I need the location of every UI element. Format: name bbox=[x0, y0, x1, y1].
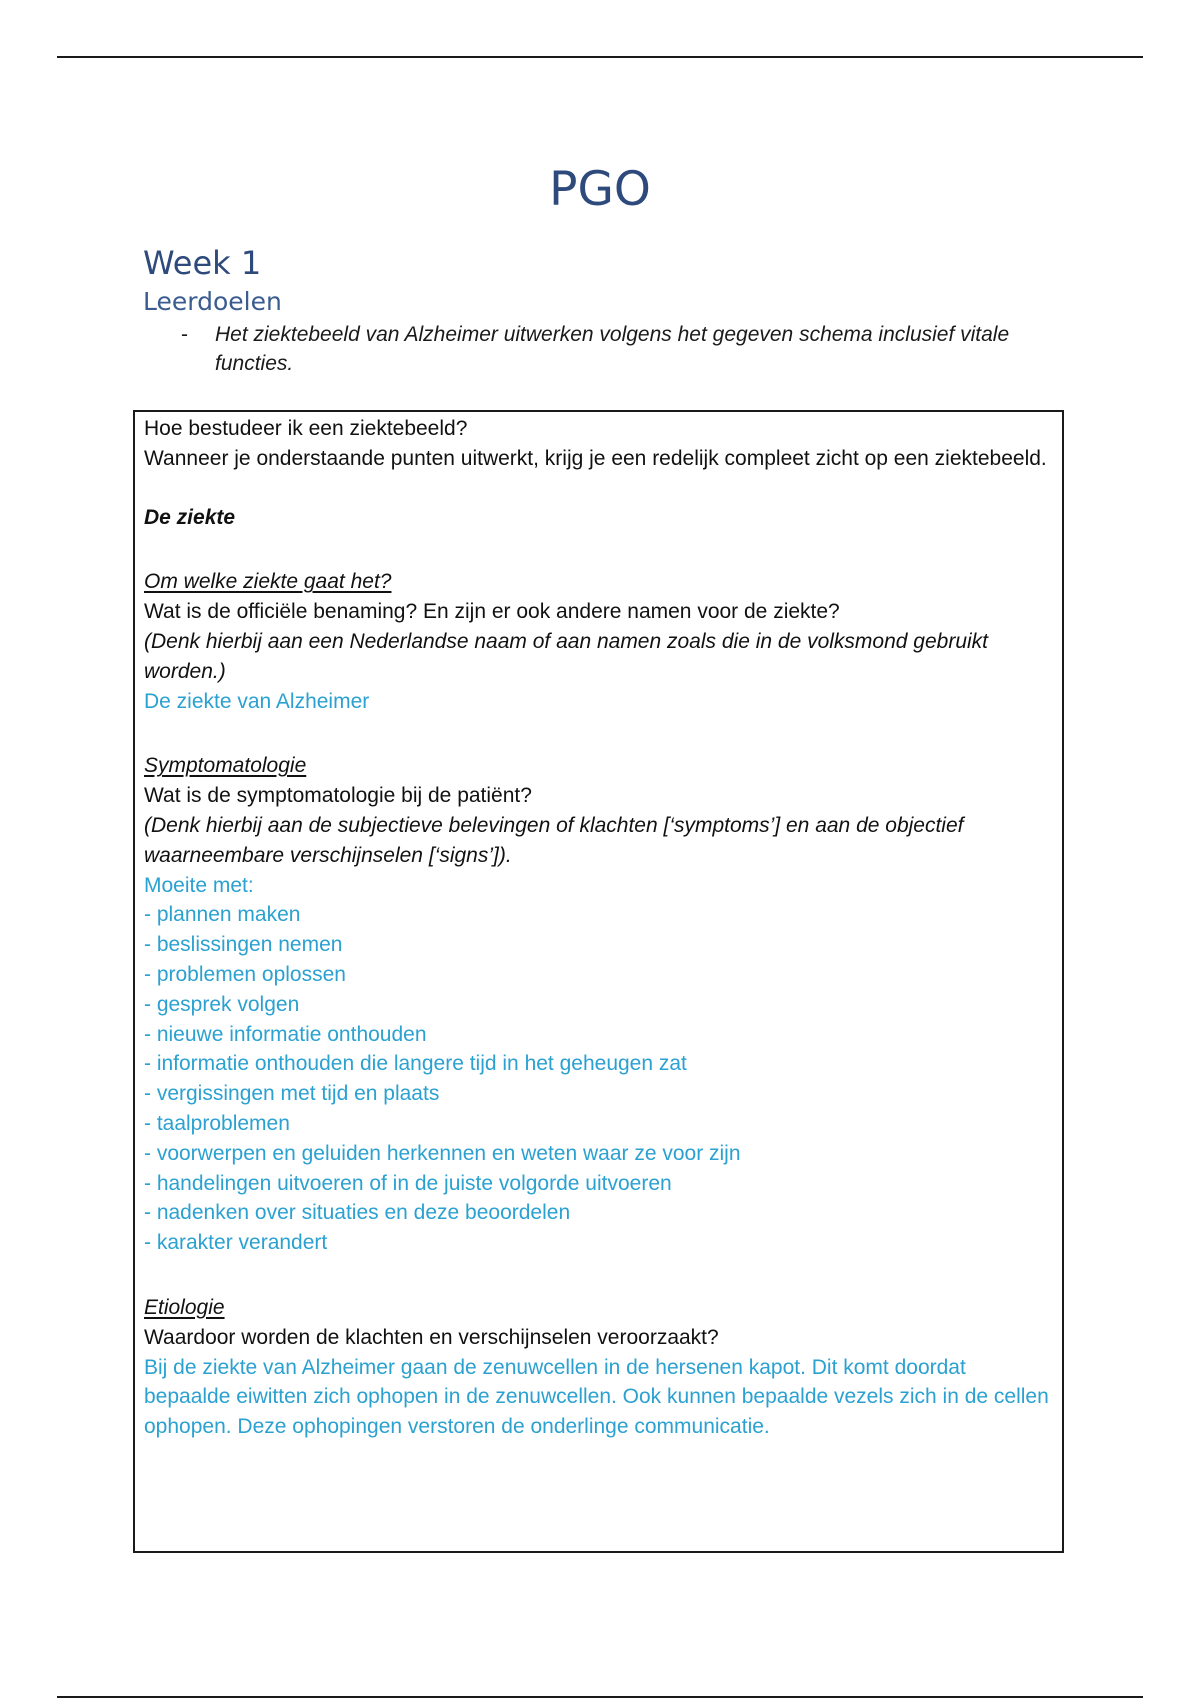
week-heading: Week 1 bbox=[143, 244, 262, 282]
symptoms-list bbox=[144, 900, 1049, 1258]
symptom-item: - karakter verandert bbox=[144, 1231, 328, 1255]
etiology-question: Waardoor worden de klachten en verschijnselen veroorzaakt? bbox=[144, 1325, 719, 1349]
disease-question: Wat is de officiële benaming? En zijn er ook andere namen voor de ziekte? bbox=[144, 600, 840, 624]
learning-goals-heading: Leerdoelen bbox=[143, 287, 282, 316]
symptoms-heading: Symptomatologie bbox=[144, 754, 307, 778]
learning-goal-item bbox=[178, 320, 1058, 378]
learning-goals-list bbox=[178, 320, 1058, 378]
bullet-dash: - bbox=[181, 323, 188, 346]
disease-answer: De ziekte van Alzheimer bbox=[144, 689, 370, 713]
bottom-rule bbox=[57, 1696, 1143, 1698]
study-guide-box bbox=[133, 410, 1064, 1553]
section-title: De ziekte bbox=[144, 505, 236, 529]
symptom-item: - plannen maken bbox=[144, 903, 301, 927]
intro-text: Wanneer je onderstaande punten uitwerkt, krijg je een redelijk compleet zicht op een ziektebeeld. bbox=[144, 446, 1047, 470]
disease-heading: Om welke ziekte gaat het? bbox=[144, 570, 392, 594]
symptom-item: - nieuwe informatie onthouden bbox=[144, 1022, 427, 1046]
symptom-item: - informatie onthouden die langere tijd in het geheugen zat bbox=[144, 1052, 687, 1076]
symptoms-question: Wat is de symptomatologie bij de patiënt? bbox=[144, 784, 532, 808]
symptom-item: - voorwerpen en geluiden herkennen en weten waar ze voor zijn bbox=[144, 1141, 741, 1165]
etiology-heading: Etiologie bbox=[144, 1295, 225, 1319]
intro-question: Hoe bestudeer ik een ziektebeeld? bbox=[144, 417, 468, 440]
study-guide-content bbox=[144, 414, 1049, 1442]
symptom-item: - gesprek volgen bbox=[144, 992, 300, 1016]
symptom-item: - beslissingen nemen bbox=[144, 933, 343, 957]
symptom-item: - handelingen uitvoeren of in de juiste volgorde uitvoeren bbox=[144, 1171, 672, 1195]
symptom-item: - nadenken over situaties en deze beoordelen bbox=[144, 1201, 571, 1225]
top-rule bbox=[57, 56, 1143, 58]
document-title: PGO bbox=[549, 162, 651, 217]
learning-goal-text: Het ziektebeeld van Alzheimer uitwerken volgens het gegeven schema inclusief vitale functies. bbox=[215, 323, 1010, 375]
symptom-item: - vergissingen met tijd en plaats bbox=[144, 1082, 440, 1106]
disease-hint: (Denk hierbij aan een Nederlandse naam of aan namen zoals die in de volksmond gebruikt worden.) bbox=[144, 629, 989, 683]
symptom-item: - taalproblemen bbox=[144, 1111, 290, 1135]
symptom-item: - problemen oplossen bbox=[144, 962, 346, 986]
symptoms-hint: (Denk hierbij aan de subjectieve belevingen of klachten [‘symptoms’] en aan de objectief waarneembare verschijnselen [‘signs’]). bbox=[144, 813, 964, 867]
etiology-answer: Bij de ziekte van Alzheimer gaan de zenuwcellen in de hersenen kapot. Dit komt doordat bepaalde eiwitten zich ophopen in de zenuwcellen. Ook kunnen bepaalde vezels zich in de cellen ophopen. Deze ophopingen verstoren de onderlinge communicatie. bbox=[144, 1355, 1049, 1439]
symptoms-answer-intro: Moeite met: bbox=[144, 873, 254, 897]
